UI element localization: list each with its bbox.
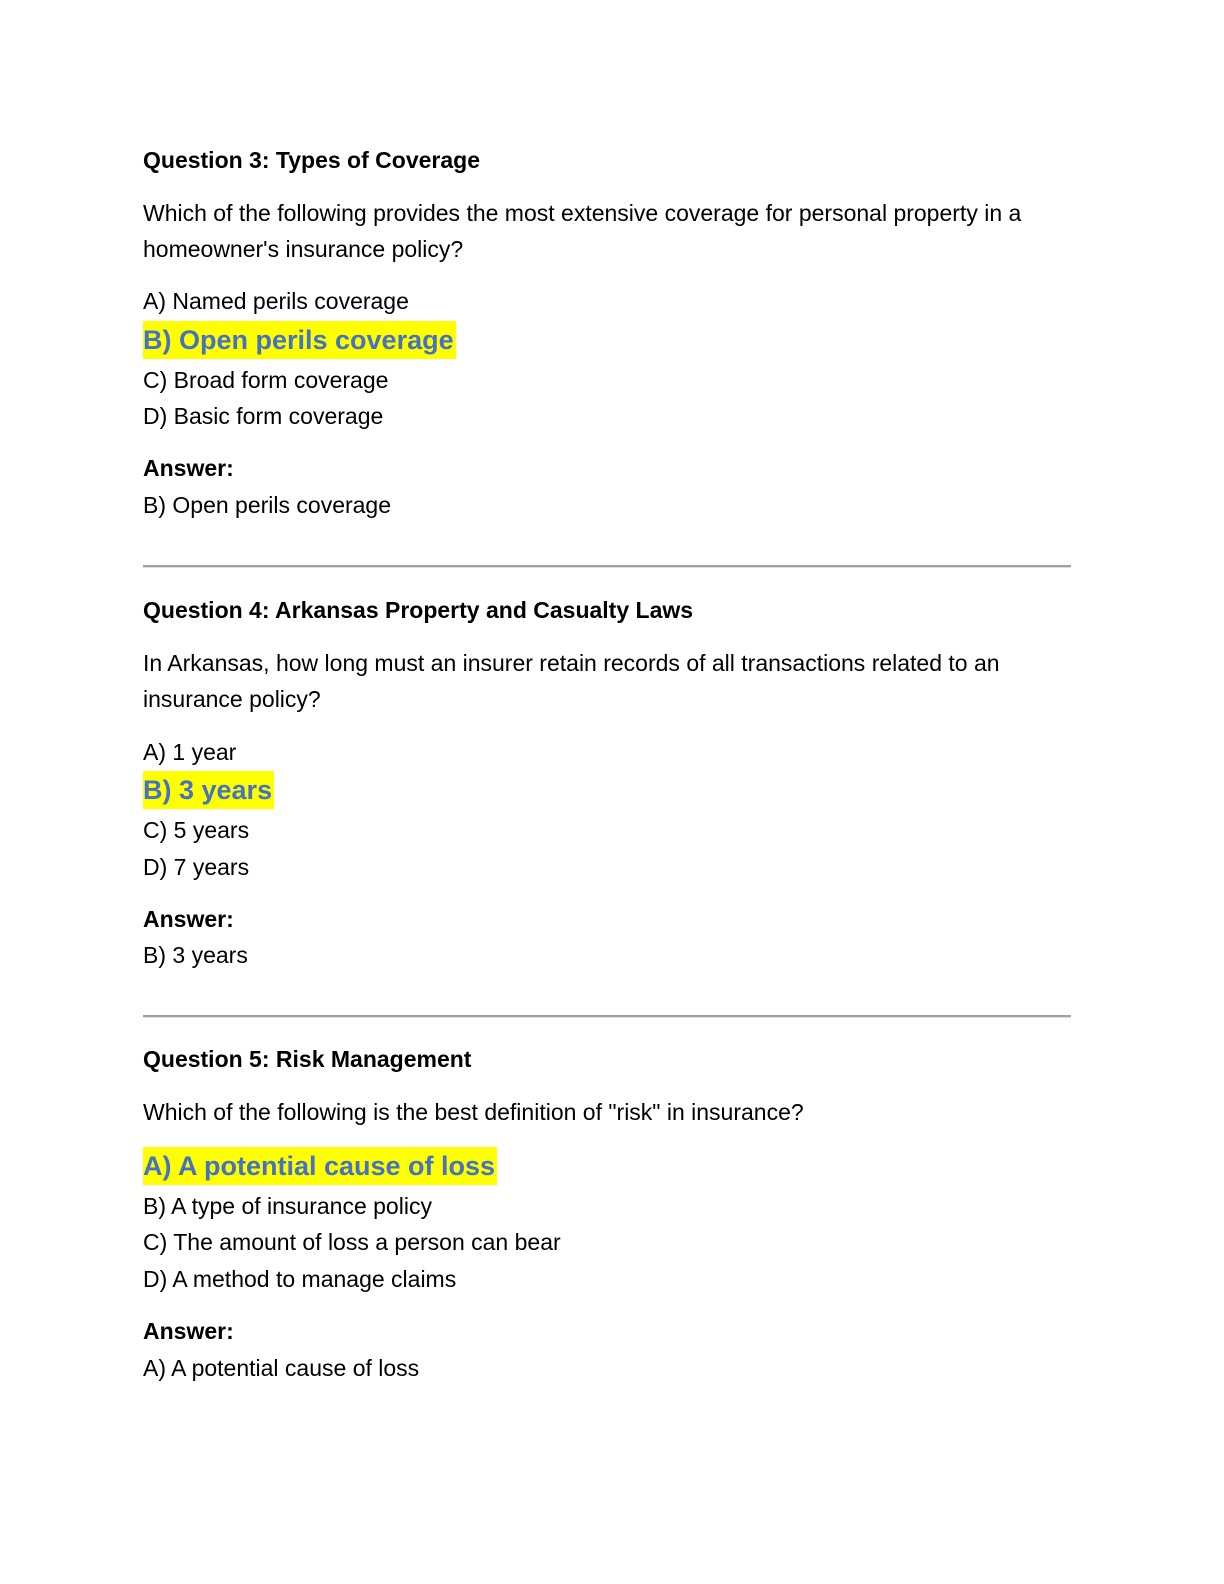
question-5-option-c: C) The amount of loss a person can bear [143, 1229, 561, 1255]
question-3-option-d: D) Basic form coverage [143, 403, 384, 429]
question-5-option-b: B) A type of insurance policy [143, 1193, 432, 1219]
question-3-option-c: C) Broad form coverage [143, 367, 389, 393]
question-5-title: Question 5: Risk Management [143, 1046, 472, 1072]
divider-1 [143, 565, 1071, 568]
question-5-option-a-correct: A) A potential cause of loss [143, 1147, 497, 1185]
question-3-title: Question 3: Types of Coverage [143, 147, 480, 173]
question-4-option-c: C) 5 years [143, 817, 250, 843]
question-4-answer: B) 3 years [143, 942, 248, 968]
question-4-option-a: A) 1 year [143, 739, 237, 765]
question-4-title: Question 4: Arkansas Property and Casualty Laws [143, 597, 694, 623]
question-3-option-b-correct: B) Open perils coverage [143, 321, 456, 359]
question-3-answer: B) Open perils coverage [143, 492, 392, 518]
question-5-text: Which of the following is the best definition of "risk" in insurance? [143, 1099, 804, 1125]
question-4-text: In Arkansas, how long must an insurer retain records of all transactions related to an insurance policy? [143, 650, 1000, 712]
question-5-option-d: D) A method to manage claims [143, 1266, 457, 1292]
question-5-answer-label: Answer: [143, 1318, 234, 1344]
question-4-answer-label: Answer: [143, 906, 234, 932]
question-4-option-d: D) 7 years [143, 854, 250, 880]
question-4-option-b-correct: B) 3 years [143, 771, 274, 809]
question-5-answer: A) A potential cause of loss [143, 1355, 420, 1381]
question-3-option-a: A) Named perils coverage [143, 288, 409, 314]
question-3-text: Which of the following provides the most extensive coverage for personal property in a homeowner's insurance policy? [143, 200, 1022, 262]
divider-2 [143, 1015, 1071, 1018]
question-3-answer-label: Answer: [143, 455, 234, 481]
